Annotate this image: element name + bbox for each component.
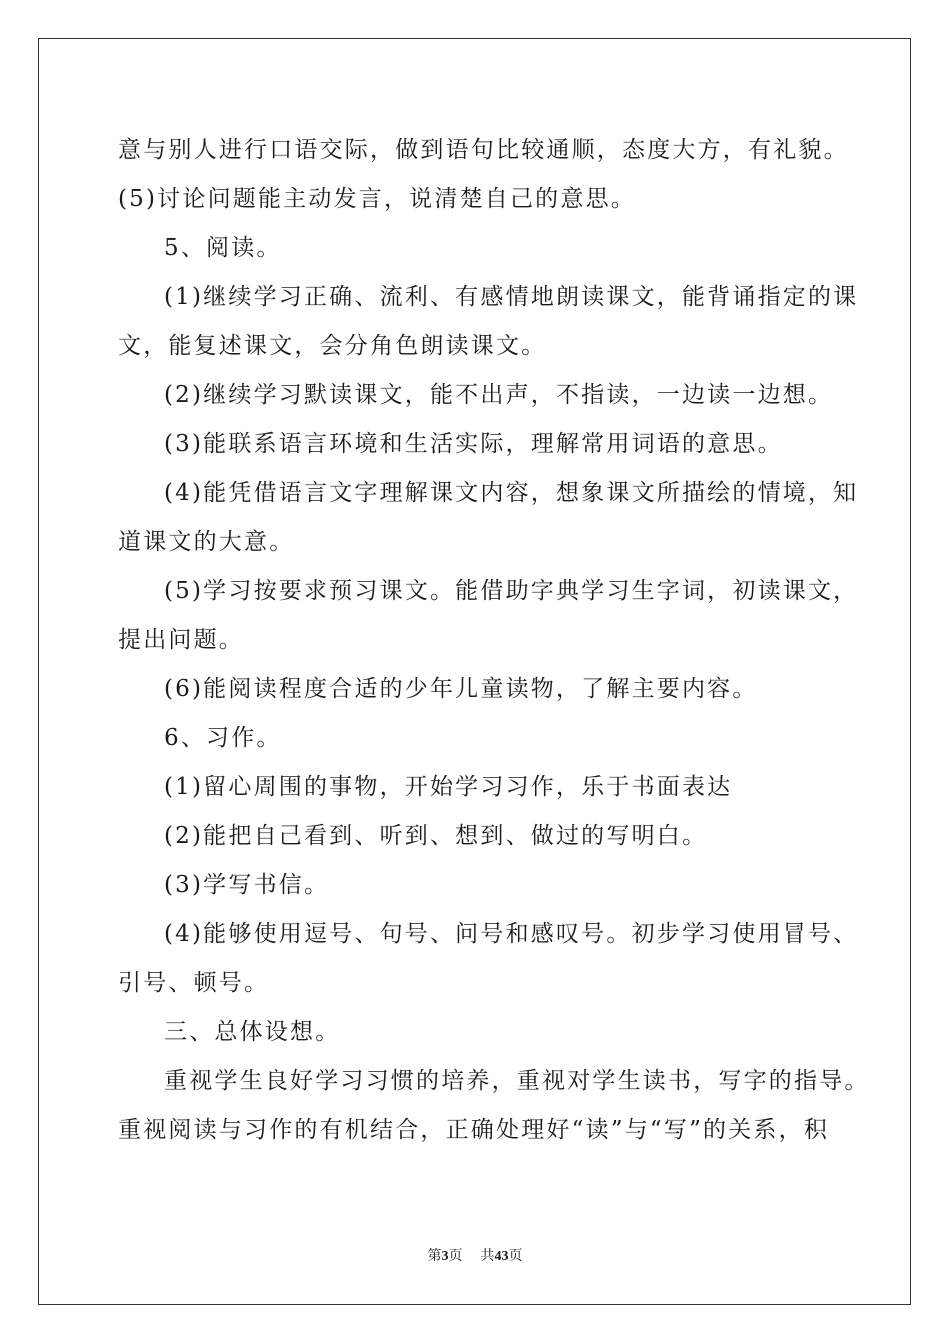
text-line: 重视阅读与习作的有机结合，正确处理好“读”与“写”的关系，积 <box>118 1117 830 1143</box>
section-heading: 6、习作。 <box>164 725 282 751</box>
text-line: (6)能阅读程度合适的少年儿童读物，了解主要内容。 <box>164 676 758 702</box>
text-line: 引号、顿号。 <box>118 970 270 996</box>
text-line: (5)学习按要求预习课文。能借助字典学习生字词，初读课文， <box>164 578 859 604</box>
page-suffix: 页 <box>448 1248 463 1264</box>
text-line: (3)能联系语言环境和生活实际，理解常用词语的意思。 <box>164 431 783 457</box>
section-heading: 三、总体设想。 <box>164 1019 341 1045</box>
text-line: (1)留心周围的事物，开始学习习作，乐于书面表达 <box>164 774 733 800</box>
document-body <box>118 126 870 1155</box>
text-line: (4)能凭借语言文字理解课文内容，想象课文所描绘的情境，知 <box>164 480 859 506</box>
page-number: 3 <box>441 1249 449 1264</box>
text-line: 文，能复述课文，会分角色朗读课文。 <box>118 333 547 359</box>
text-line: (3)学写书信。 <box>164 872 330 898</box>
page-footer <box>0 1247 950 1266</box>
text-line: (5)讨论问题能主动发言，说清楚自己的意思。 <box>118 186 636 212</box>
section-heading: 5、阅读。 <box>164 235 282 261</box>
text-line: (4)能够使用逗号、句号、问号和感叹号。初步学习使用冒号、 <box>164 921 859 947</box>
text-line: (2)能把自己看到、听到、想到、做过的写明白。 <box>164 823 708 849</box>
total-suffix: 页 <box>508 1248 523 1264</box>
text-line: (2)继续学习默读课文，能不出声，不指读，一边读一边想。 <box>164 382 834 408</box>
total-prefix: 共 <box>480 1248 495 1264</box>
text-line: 提出问题。 <box>118 627 244 653</box>
text-line: (1)继续学习正确、流利、有感情地朗读课文，能背诵指定的课 <box>164 284 859 310</box>
text-line: 意与别人进行口语交际，做到语句比较通顺，态度大方，有礼貌。 <box>118 137 849 163</box>
text-line: 道课文的大意。 <box>118 529 295 555</box>
text-line: 重视学生良好学习习惯的培养，重视对学生读书，写字的指导。 <box>164 1068 870 1094</box>
page-prefix: 第 <box>427 1248 442 1264</box>
total-pages: 43 <box>494 1249 509 1264</box>
